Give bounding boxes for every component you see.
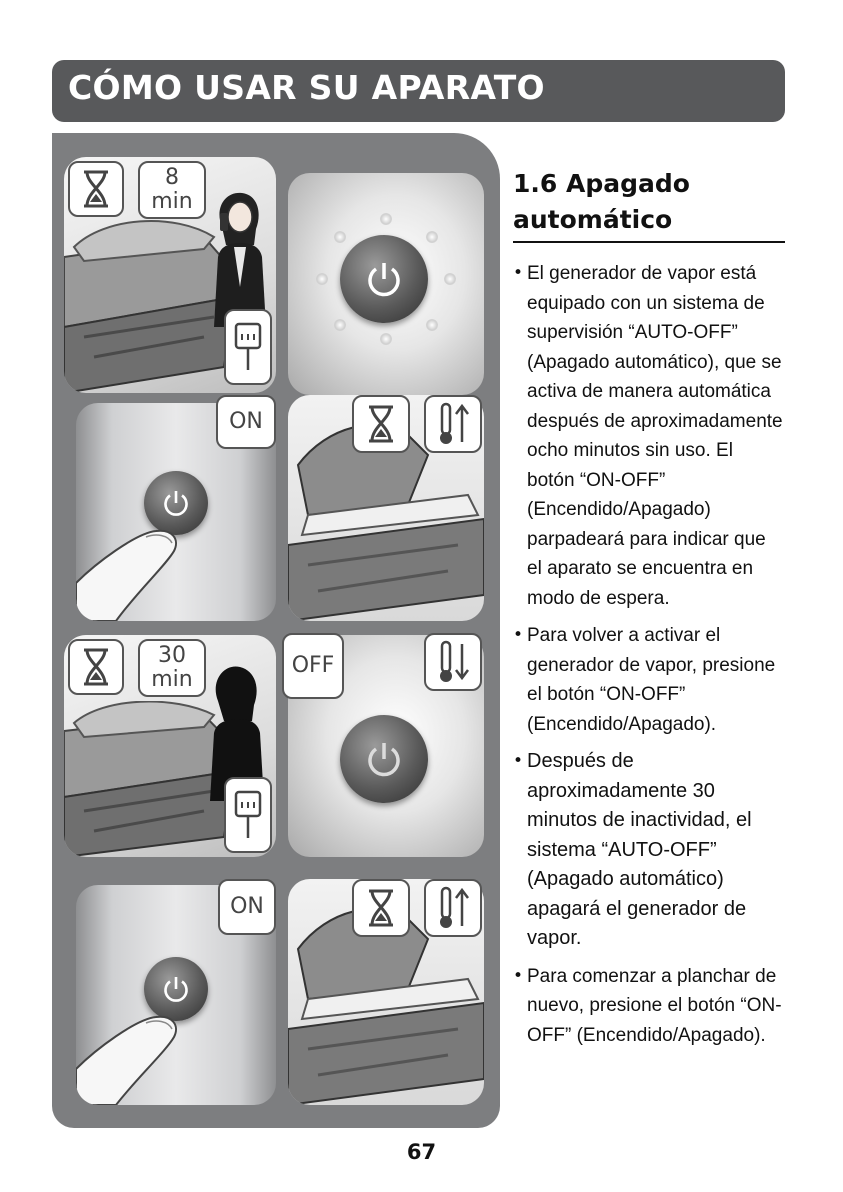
blink-indicator: [316, 273, 328, 285]
hourglass-badge: [352, 395, 410, 453]
timer-badge-30min: [138, 639, 206, 697]
blink-indicator: [444, 273, 456, 285]
plug-badge: [224, 309, 272, 385]
woman-on-phone-icon: [204, 187, 272, 327]
plug-badge: [224, 777, 272, 853]
page-number: 67: [406, 1140, 437, 1164]
heading-divider: [513, 241, 785, 243]
thermometer-up-icon: [434, 402, 472, 446]
hourglass-icon: [81, 170, 111, 208]
list-item: [513, 259, 785, 613]
finger-press-illustration: [76, 989, 196, 1105]
header-bar: [52, 60, 785, 122]
list-item-text: Para comenzar a planchar de nuevo, presione el botón “ON-OFF” (Encendido/Apagado).: [527, 965, 782, 1046]
thermometer-up-icon: [434, 886, 472, 930]
power-icon: [364, 739, 404, 779]
blink-indicator: [334, 231, 346, 243]
blink-indicator: [426, 231, 438, 243]
section-heading-line2: automático: [513, 205, 673, 234]
temperature-down-badge: [424, 633, 482, 691]
finger-press-illustration: [76, 503, 196, 621]
list-item-text: Para volver a activar el generador de vapor, presione el botón “ON-OFF” (Encendido/Apagado).: [527, 625, 776, 735]
list-item: [513, 747, 785, 954]
list-item: [513, 621, 785, 739]
thermometer-down-icon: [434, 640, 472, 684]
timer-value: 8: [165, 165, 179, 190]
scene-blinking-power: [288, 173, 484, 395]
on-badge-2: [218, 879, 276, 935]
hourglass-icon: [81, 648, 111, 686]
blink-indicator: [426, 319, 438, 331]
hourglass-badge: [68, 161, 124, 217]
list-item: [513, 962, 785, 1051]
section-heading: [513, 166, 785, 238]
scene-idle-8min: [64, 157, 276, 393]
hourglass-badge: [352, 879, 410, 937]
timer-unit: min: [151, 189, 193, 214]
blink-indicator: [380, 213, 392, 225]
off-badge: [282, 633, 344, 699]
timer-badge-8min: [138, 161, 206, 219]
blink-indicator: [334, 319, 346, 331]
scene-idle-30min: [64, 635, 276, 857]
instructions-column: [513, 166, 785, 1058]
blink-indicator: [380, 333, 392, 345]
instruction-list: [513, 259, 785, 1050]
power-button-blinking: [340, 235, 428, 323]
illustration-panel: [52, 133, 500, 1128]
power-plug-icon: [234, 790, 262, 840]
list-item-text: Después de aproximadamente 30 minutos de inactividad, el sistema “AUTO-OFF” (Apagado automático) apagará el generador de vapor.: [527, 750, 752, 949]
page-title: CÓMO USAR SU APARATO: [68, 68, 545, 107]
power-plug-icon: [234, 322, 262, 372]
temperature-up-badge: [424, 879, 482, 937]
timer-value: 30: [158, 643, 186, 668]
hourglass-badge: [68, 639, 124, 695]
section-heading-line1: 1.6 Apagado: [513, 169, 690, 198]
off-label: OFF: [291, 653, 335, 678]
list-item-text: El generador de vapor está equipado con un sistema de supervisión “AUTO-OFF” (Apagado automático), que se activa de manera automática después de aproximadamente ocho minutos sin uso. El botón “ON-OFF” (Encendido/Apagado) parpadeará para indicar que el aparato se encuentra en modo de espera.: [527, 263, 783, 609]
power-button-off: [340, 715, 428, 803]
power-icon: [364, 259, 404, 299]
on-label: ON: [229, 409, 263, 434]
temperature-up-badge: [424, 395, 482, 453]
on-label: ON: [230, 894, 264, 919]
timer-unit: min: [151, 667, 193, 692]
hourglass-icon: [366, 405, 396, 443]
on-badge-1: [216, 395, 276, 449]
hourglass-icon: [366, 889, 396, 927]
